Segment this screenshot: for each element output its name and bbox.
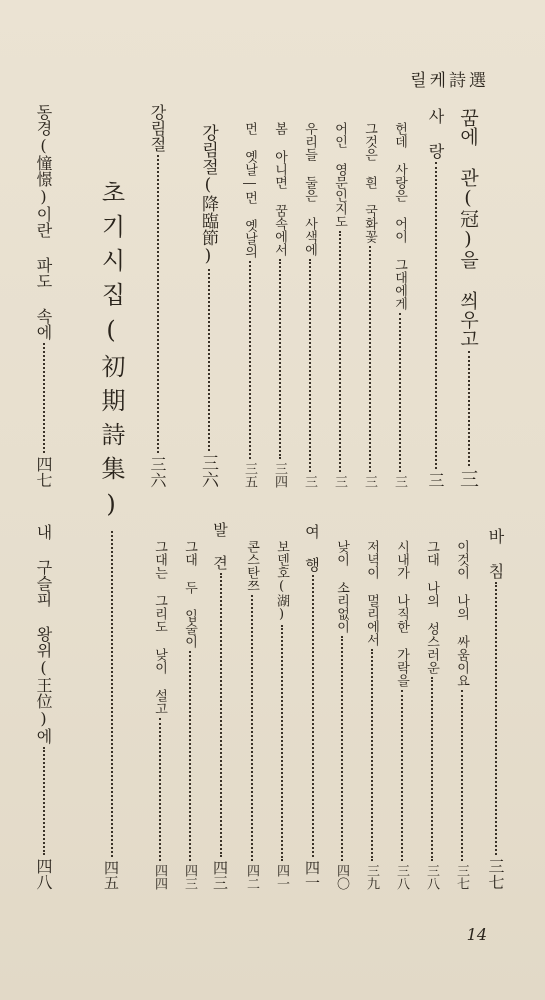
toc-title: 보덴호(湖) xyxy=(274,540,289,622)
toc-title: 내 구슬피 왕위(王位)에 xyxy=(34,524,53,744)
toc-title: 강림절 xyxy=(148,104,167,152)
toc-entry xyxy=(300,122,319,488)
toc-entry xyxy=(332,540,351,890)
toc-page: 三 xyxy=(302,475,317,488)
dot-leader xyxy=(371,649,373,861)
dot-leader xyxy=(399,313,401,472)
toc-title: 발 견 xyxy=(211,522,229,570)
dot-leader xyxy=(435,162,437,469)
dot-leader xyxy=(495,582,497,855)
toc-page: 四七 xyxy=(34,456,53,488)
toc-entry xyxy=(240,122,259,488)
dot-leader xyxy=(220,573,222,857)
toc-entry xyxy=(330,122,349,488)
dot-leader xyxy=(312,575,314,857)
toc-page: 三六 xyxy=(198,454,218,488)
dot-leader xyxy=(189,651,191,861)
dot-leader xyxy=(157,155,159,453)
dot-leader xyxy=(159,718,161,861)
toc-entry xyxy=(196,124,221,488)
dot-leader xyxy=(369,246,371,472)
toc-page: 三七 xyxy=(454,864,469,890)
toc-title: 먼 옛날―먼 옛날의 xyxy=(242,122,257,258)
toc-page: 三七 xyxy=(486,858,505,890)
dot-leader xyxy=(251,595,253,861)
toc-title: 시내가 나직한 가락을 xyxy=(394,540,409,687)
toc-title: 그것은 흰 국화꽃 xyxy=(362,122,377,243)
toc-title: 저녁이 멀리에서 xyxy=(364,540,379,646)
toc-page: 四三 xyxy=(211,860,229,890)
dot-leader xyxy=(401,690,403,861)
dot-leader xyxy=(341,636,343,861)
toc-entry xyxy=(146,104,169,488)
toc-title: 콘스탄쯔 xyxy=(244,540,259,592)
toc-page: 三 xyxy=(332,475,347,488)
toc-title: 꿈에 관(冠)을 씌우고 xyxy=(457,108,479,348)
toc-title: 봄 아니면 꿈속에서 xyxy=(272,122,287,256)
toc-entry xyxy=(484,528,507,890)
toc-title: 이것이 나의 싸움이요 xyxy=(454,540,469,687)
toc-entry xyxy=(270,122,289,488)
dot-leader xyxy=(208,269,210,451)
toc-entry xyxy=(392,540,411,890)
dot-leader xyxy=(43,343,45,453)
toc-entry xyxy=(150,540,169,890)
dot-leader xyxy=(461,690,463,861)
toc-page: 四五 xyxy=(102,860,120,890)
toc-title: 사 랑 xyxy=(426,108,445,159)
toc-page: 三五 xyxy=(242,462,257,488)
toc-title: 그대는 그리도 낮이 설고 xyxy=(152,540,167,715)
toc-entry xyxy=(452,540,471,890)
toc-entry xyxy=(422,540,441,890)
toc-title: 강림절(降臨節) xyxy=(198,124,218,266)
toc-title: 바 침 xyxy=(486,528,505,579)
toc-entry xyxy=(302,524,323,890)
toc-title: 헌데 사랑은 어이 그대에게 xyxy=(392,122,407,310)
toc-title: 동경(憧憬)이란 파도 속에 xyxy=(34,104,53,340)
dot-leader xyxy=(309,259,311,472)
toc-title: 낮이 소리없이 xyxy=(334,540,349,633)
toc-entry xyxy=(180,540,199,890)
toc-page: 四一 xyxy=(274,864,289,890)
toc-page: 四一 xyxy=(303,860,321,890)
toc-page: 四二 xyxy=(244,864,259,890)
dot-leader xyxy=(279,259,281,459)
toc-page: 三六 xyxy=(148,456,167,488)
toc-entry xyxy=(32,104,55,488)
dot-leader xyxy=(249,261,251,459)
dot-leader xyxy=(281,625,283,861)
toc-entry xyxy=(32,524,55,890)
toc-major-title: 초기시집(初期詩集) xyxy=(97,180,125,528)
toc-page: 三八 xyxy=(424,864,439,890)
toc-page: 四〇 xyxy=(334,864,349,890)
dot-leader xyxy=(43,747,45,855)
toc-title: 어인 영문인지도 xyxy=(332,122,347,228)
dot-leader xyxy=(111,531,113,857)
toc-page: 三九 xyxy=(364,864,379,890)
toc-page: 三 xyxy=(426,472,445,488)
dot-leader xyxy=(468,351,470,466)
dot-leader xyxy=(339,231,341,472)
toc-entry xyxy=(455,108,482,488)
toc-page: 四三 xyxy=(182,864,197,890)
toc-page: 四四 xyxy=(152,864,167,890)
toc-entry xyxy=(272,540,291,890)
toc-page: 三 xyxy=(457,469,479,488)
page-number: 14 xyxy=(466,925,487,944)
toc-title: 그대 나의 성스러운 xyxy=(424,540,439,674)
toc-page: 三 xyxy=(362,475,377,488)
toc-entry-major xyxy=(94,180,129,890)
toc-entry xyxy=(210,522,231,890)
toc-title: 그대 두 입술이 xyxy=(182,540,197,648)
toc-page: 四八 xyxy=(34,858,53,890)
toc-page: 三 xyxy=(392,475,407,488)
toc-entry xyxy=(242,540,261,890)
toc-entry xyxy=(390,122,409,488)
toc-title: 우리들 둘은 사색에 xyxy=(302,122,317,256)
toc-title: 여 행 xyxy=(303,524,321,572)
toc-page: 三四 xyxy=(272,462,287,488)
running-title: 릴케詩選 xyxy=(410,71,489,91)
toc-entry xyxy=(424,108,447,488)
dot-leader xyxy=(431,677,433,861)
toc-entry xyxy=(362,540,381,890)
toc-page: 三八 xyxy=(394,864,409,890)
toc-entry xyxy=(360,122,379,488)
